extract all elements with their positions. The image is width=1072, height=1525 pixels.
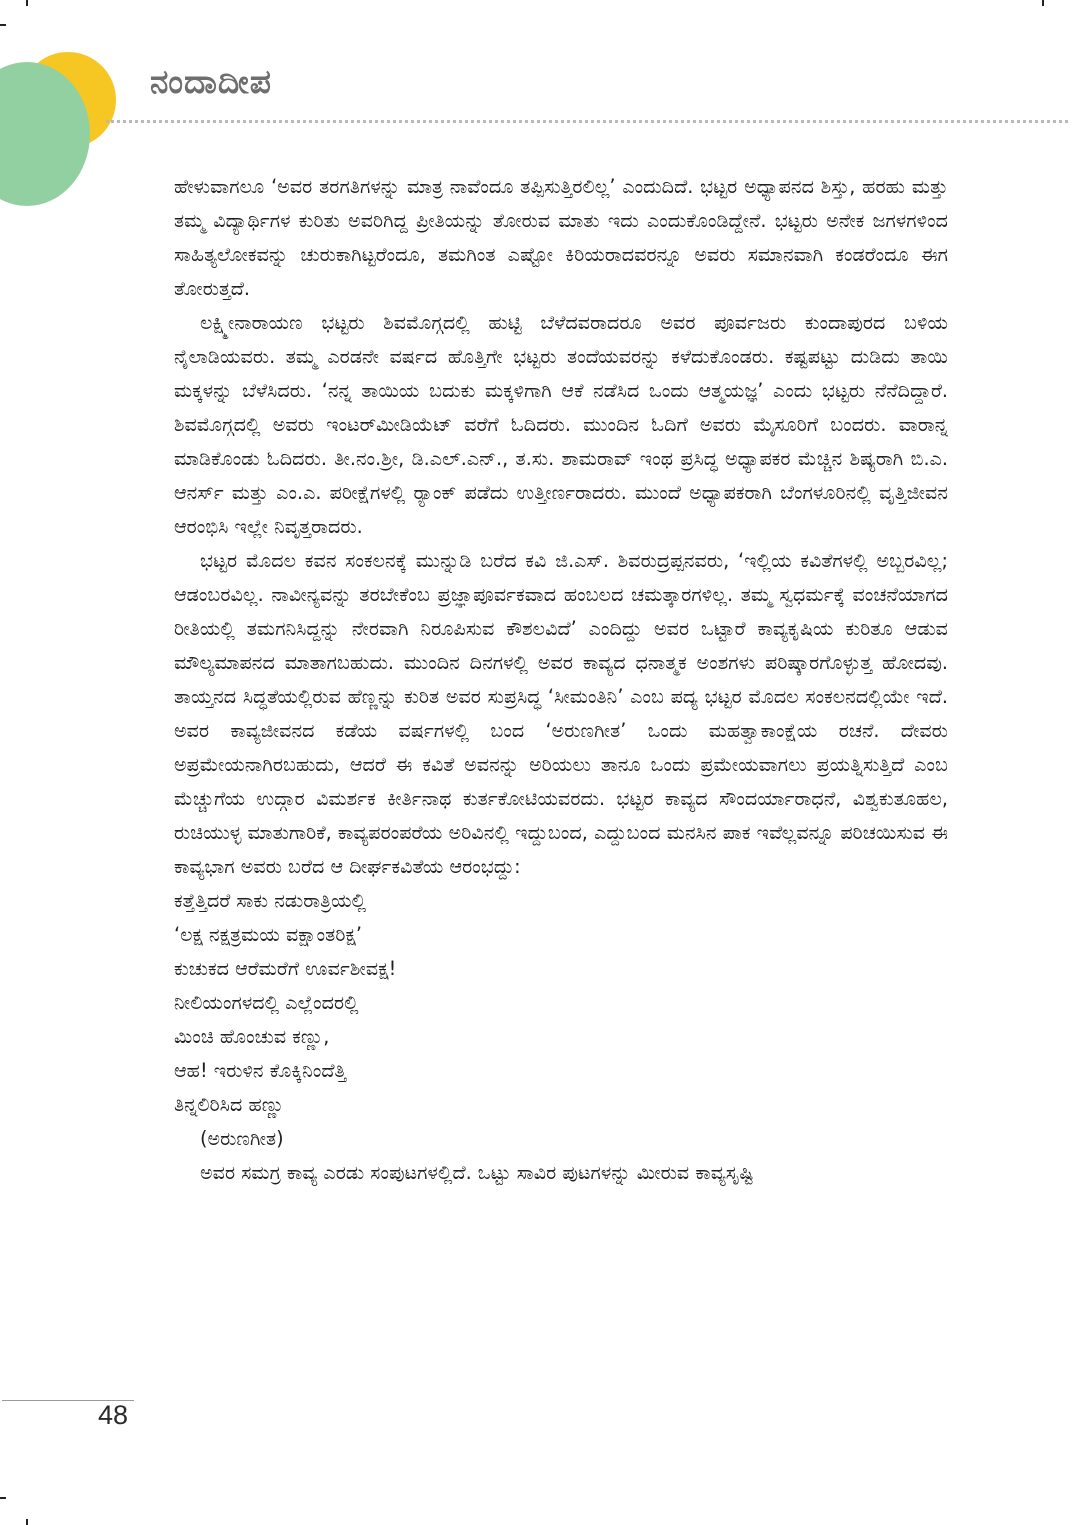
paragraph-biography: ಲಕ್ಷ್ಮೀನಾರಾಯಣ ಭಟ್ಟರು ಶಿವಮೊಗ್ಗದಲ್ಲಿ ಹುಟ್ಟಿ ಬೆಳೆದವರಾದರೂ ಅವರ ಪೂರ್ವಜರು ಕುಂದಾಪುರದ ಬಳಿಯ ನೈಲಾಡಿಯವರು. ತಮ್ಮ ಎರಡನೇ ವರ್ಷದ ಹೊತ್ತಿಗೇ ಭಟ್ಟರು ತಂದೆಯವರನ್ನು ಕಳೆದುಕೊಂಡರು. ಕಷ್ಟಪಟ್ಟು ದುಡಿದು ತಾಯಿ ಮಕ್ಕಳನ್ನು ಬೆಳೆಸಿದರು. ‘ನನ್ನ ತಾಯಿಯ ಬದುಕು ಮಕ್ಕಳಿಗಾಗಿ ಆಕೆ ನಡೆಸಿದ ಒಂದು ಆತ್ಮಯಜ್ಞ’ ಎಂದು ಭಟ್ಟರು ನೆನೆದಿದ್ದಾರೆ. ಶಿವಮೊಗ್ಗದಲ್ಲಿ ಅವರು ಇಂಟರ್‌ಮೀಡಿಯೆಟ್ ವರೆಗೆ ಓದಿದರು. ಮುಂದಿನ ಓದಿಗೆ ಅವರು ಮೈಸೂರಿಗೆ ಬಂದರು. ವಾರಾನ್ನ ಮಾಡಿಕೊಂಡು ಓದಿದರು. ತೀ.ನಂ.ಶ್ರೀ, ಡಿ.ಎಲ್.ಎನ್., ತ.ಸು. ಶಾಮರಾವ್ ಇಂಥ ಪ್ರಸಿದ್ಧ ಅಧ್ಯಾಪಕರ ಮೆಚ್ಚಿನ ಶಿಷ್ಯರಾಗಿ ಬಿ.ಎ. ಆನರ್ಸ್ ಮತ್ತು ಎಂ.ಎ. ಪರೀಕ್ಷೆಗಳಲ್ಲಿ ರ್‍ಯಾಂಕ್ ಪಡೆದು ಉತ್ತೀರ್ಣರಾದರು. ಮುಂದೆ ಅಧ್ಯಾಪಕರಾಗಿ ಬೆಂಗಳೂರಿನಲ್ಲಿ ವೃತ್ತಿಜೀವನ ಆರಂಭಿಸಿ ಇಲ್ಲೇ ನಿವೃತ್ತರಾದರು.: [174, 311, 948, 538]
paragraph-continued: ಹೇಳುವಾಗಲೂ ‘ಅವರ ತರಗತಿಗಳನ್ನು ಮಾತ್ರ ನಾವೆಂದೂ ತಪ್ಪಿಸುತ್ತಿರಲಿಲ್ಲ’ ಎಂದುದಿದೆ. ಭಟ್ಟರ ಅಧ್ಯಾಪನದ ಶಿಸ್ತು, ಹರಹು ಮತ್ತು ತಮ್ಮ ವಿದ್ಯಾರ್ಥಿಗಳ ಕುರಿತು ಅವರಿಗಿದ್ದ ಪ್ರೀತಿಯನ್ನು ತೋರುವ ಮಾತು ಇದು ಎಂದುಕೊಂಡಿದ್ದೇನೆ. ಭಟ್ಟರು ಅನೇಕ ಜಗಳಗಳಿಂದ ಸಾಹಿತ್ಯಲೋಕವನ್ನು ಚುರುಕಾಗಿಟ್ಟರೆಂದೂ, ತಮಗಿಂತ ಎಷ್ಟೋ ಕಿರಿಯರಾದವರನ್ನೂ ಅವರು ಸಮಾನವಾಗಿ ಕಂಡರೆಂದೂ ಈಗ ತೋರುತ್ತದೆ.: [174, 175, 948, 300]
running-header-title: ನಂದಾದೀಪ: [150, 62, 272, 101]
article-body: [174, 170, 948, 1190]
crop-mark-top-left: [26, 0, 28, 6]
crop-mark-top-right: [1042, 0, 1044, 6]
crop-mark-bottom-left: [26, 1519, 28, 1525]
poem-line: ಆಹ! ಇರುಳಿನ ಕೊಕ್ಕಿನಿಂದೆತ್ತಿ: [174, 1059, 347, 1082]
crop-mark-left-lower: [0, 1497, 6, 1499]
poem-line: ತಿನ್ನಲಿರಿಸಿದ ಹಣ್ಣು: [174, 1093, 285, 1116]
poem-line: ಕುಚುಕದ ಆರೆಮರೆಗೆ ಊರ್ವಶೀವಕ್ಷ!: [174, 957, 397, 980]
poem-line: ಮಿಂಚಿ ಹೊಂಚುವ ಕಣ್ಣು,: [174, 1025, 330, 1048]
header-dotted-rule: [106, 120, 1068, 123]
poem-line: ‘ಲಕ್ಷ ನಕ್ಷತ್ರಮಯ ವಕ್ಷಾಂತರಿಕ್ಷ’: [174, 923, 362, 946]
paragraph-poetry-review: ಭಟ್ಟರ ಮೊದಲ ಕವನ ಸಂಕಲನಕ್ಕೆ ಮುನ್ನುಡಿ ಬರೆದ ಕವಿ ಜಿ.ಎಸ್. ಶಿವರುದ್ರಪ್ಪನವರು, ‘ಇಲ್ಲಿಯ ಕವಿತೆಗಳಲ್ಲಿ ಅಬ್ಬರವಿಲ್ಲ; ಆಡಂಬರವಿಲ್ಲ. ನಾವೀನ್ಯವನ್ನು ತರಬೇಕೆಂಬ ಪ್ರಜ್ಞಾಪೂರ್ವಕವಾದ ಹಂಬಲದ ಚಮತ್ಕಾರಗಳಿಲ್ಲ. ತಮ್ಮ ಸ್ವಧರ್ಮಕ್ಕೆ ವಂಚನೆಯಾಗದ ರೀತಿಯಲ್ಲಿ ತಮಗನಿಸಿದ್ದನ್ನು ನೇರವಾಗಿ ನಿರೂಪಿಸುವ ಕೌಶಲವಿದೆ’ ಎಂದಿದ್ದು ಅವರ ಒಟ್ಟಾರೆ ಕಾವ್ಯಕೃಷಿಯ ಕುರಿತೂ ಆಡುವ ಮೌಲ್ಯಮಾಪನದ ಮಾತಾಗಬಹುದು. ಮುಂದಿನ ದಿನಗಳಲ್ಲಿ ಅವರ ಕಾವ್ಯದ ಧನಾತ್ಮಕ ಅಂಶಗಳು ಪರಿಷ್ಕಾರಗೊಳ್ಳುತ್ತ ಹೋದವು. ತಾಯ್ತನದ ಸಿದ್ಧತೆಯಲ್ಲಿರುವ ಹೆಣ್ಣನ್ನು ಕುರಿತ ಅವರ ಸುಪ್ರಸಿದ್ಧ ‘ಸೀಮಂತಿನಿ’ ಎಂಬ ಪದ್ಯ ಭಟ್ಟರ ಮೊದಲ ಸಂಕಲನದಲ್ಲಿಯೇ ಇದೆ. ಅವರ ಕಾವ್ಯಜೀವನದ ಕಡೆಯ ವರ್ಷಗಳಲ್ಲಿ ಬಂದ ‘ಅರುಣಗೀತ’ ಒಂದು ಮಹತ್ವಾಕಾಂಕ್ಷೆಯ ರಚನೆ. ದೇವರು ಅಪ್ರಮೇಯನಾಗಿರಬಹುದು, ಆದರೆ ಈ ಕವಿತೆ ಅವನನ್ನು ಅರಿಯಲು ತಾನೂ ಒಂದು ಪ್ರಮೇಯವಾಗಲು ಪ್ರಯತ್ನಿಸುತ್ತಿದೆ ಎಂಬ ಮೆಚ್ಚುಗೆಯ ಉದ್ಗಾರ ವಿಮರ್ಶಕ ಕೀರ್ತಿನಾಥ ಕುರ್ತಕೋಟಿಯವರದು. ಭಟ್ಟರ ಕಾವ್ಯದ ಸೌಂದರ್ಯಾರಾಧನೆ, ವಿಶ್ವಕುತೂಹಲ, ರುಚಿಯುಳ್ಳ ಮಾತುಗಾರಿಕೆ, ಕಾವ್ಯಪರಂಪರೆಯ ಅರಿವಿನಲ್ಲಿ ಇದ್ದುಬಂದ, ಎದ್ದುಬಂದ ಮನಸಿನ ಪಾಕ ಇವೆಲ್ಲವನ್ನೂ ಪರಿಚಯಿಸುವ ಈ ಕಾವ್ಯಭಾಗ ಅವರು ಬರೆದ ಆ ದೀರ್ಘಕವಿತೆಯ ಆರಂಭದ್ದು:: [174, 549, 948, 878]
poem-line: ನೀಲಿಯಂಗಳದಲ್ಲಿ ಎಲ್ಲೆಂದರಲ್ಲಿ: [174, 991, 359, 1014]
poem-line: ಕತ್ತೆತ್ತಿದರೆ ಸಾಕು ನಡುರಾತ್ರಿಯಲ್ಲಿ: [174, 889, 367, 912]
page-number: 48: [98, 1400, 129, 1430]
poem-source: (ಅರುಣಗೀತ): [200, 1127, 284, 1150]
crop-mark-left-upper: [0, 24, 6, 26]
poem-excerpt: [174, 884, 948, 1156]
paragraph-closing: ಅವರ ಸಮಗ್ರ ಕಾವ್ಯ ಎರಡು ಸಂಪುಟಗಳಲ್ಲಿದೆ. ಒಟ್ಟು ಸಾವಿರ ಪುಟಗಳನ್ನು ಮೀರುವ ಕಾವ್ಯಸೃಷ್ಟಿ: [200, 1161, 754, 1184]
